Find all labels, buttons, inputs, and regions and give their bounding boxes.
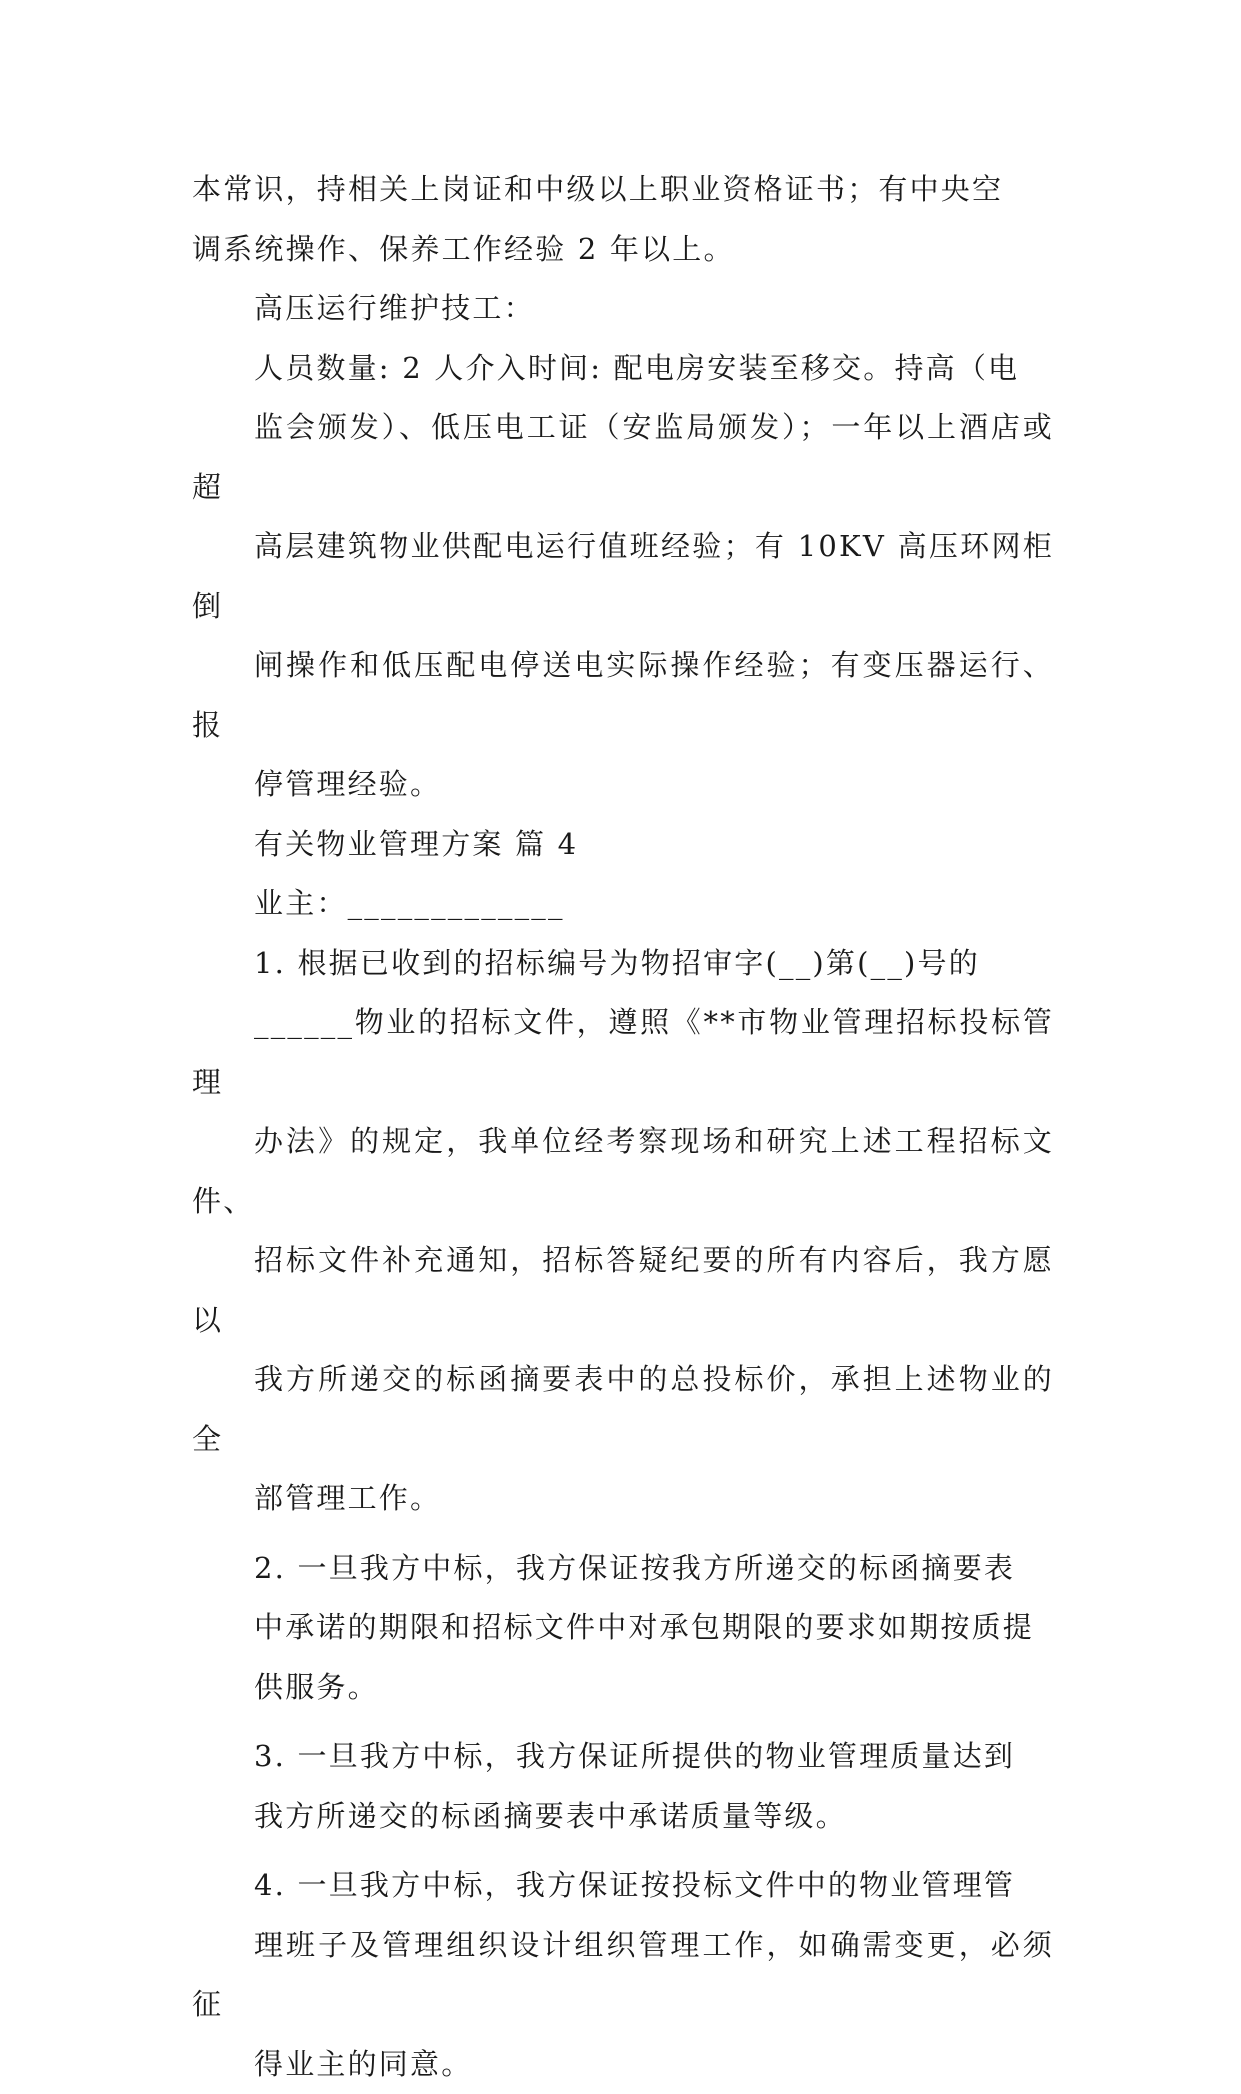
paragraph-hvac-requirements bbox=[192, 160, 1054, 279]
text-line: 高压运行维护技工： bbox=[192, 279, 1054, 339]
section-title bbox=[192, 815, 1054, 875]
text-line: 停管理经验。 bbox=[192, 755, 1054, 815]
document-page bbox=[192, 160, 1054, 2094]
text-line: 得业主的同意。 bbox=[192, 2035, 1054, 2094]
text-line: 业主：_____________ bbox=[192, 874, 1054, 934]
text-line: 2. 一旦我方中标，我方保证按我方所递交的标函摘要表 bbox=[192, 1539, 1054, 1599]
list-item-2 bbox=[192, 1539, 1054, 1718]
owner-line bbox=[192, 874, 1054, 934]
list-item-4 bbox=[192, 1856, 1054, 2094]
text-line: 供服务。 bbox=[192, 1658, 1054, 1718]
text-line: 3. 一旦我方中标，我方保证所提供的物业管理质量达到 bbox=[192, 1727, 1054, 1787]
text-line: 我方所递交的标函摘要表中承诺质量等级。 bbox=[192, 1787, 1054, 1847]
heading-hv-technician bbox=[192, 279, 1054, 339]
text-line: 高层建筑物业供配电运行值班经验；有 10KV 高压环网柜倒 bbox=[192, 517, 1054, 636]
text-line: 闸操作和低压配电停送电实际操作经验；有变压器运行、报 bbox=[192, 636, 1054, 755]
text-line: 招标文件补充通知，招标答疑纪要的所有内容后，我方愿以 bbox=[192, 1231, 1054, 1350]
text-line: 本常识，持相关上岗证和中级以上职业资格证书；有中央空 bbox=[192, 160, 1054, 220]
text-line: 我方所递交的标函摘要表中的总投标价，承担上述物业的全 bbox=[192, 1350, 1054, 1469]
text-line: 4. 一旦我方中标，我方保证按投标文件中的物业管理管 bbox=[192, 1856, 1054, 1916]
text-line: 理班子及管理组织设计组织管理工作，如确需变更，必须征 bbox=[192, 1916, 1054, 2035]
text-line: 部管理工作。 bbox=[192, 1469, 1054, 1529]
text-line: 办法》的规定，我单位经考察现场和研究上述工程招标文件、 bbox=[192, 1112, 1054, 1231]
paragraph-hv-technician-requirements bbox=[192, 339, 1054, 815]
text-line: 监会颁发）、低压电工证（安监局颁发）；一年以上酒店或超 bbox=[192, 398, 1054, 517]
text-line: 中承诺的期限和招标文件中对承包期限的要求如期按质提 bbox=[192, 1598, 1054, 1658]
text-line: 人员数量: 2 人介入时间: 配电房安装至移交。持高（电 bbox=[192, 339, 1054, 399]
text-line: 有关物业管理方案 篇 4 bbox=[192, 815, 1054, 875]
text-line: 调系统操作、保养工作经验 2 年以上。 bbox=[192, 220, 1054, 280]
text-line: 1. 根据已收到的招标编号为物招审字(__)第(__)号的 bbox=[192, 934, 1054, 994]
list-item-3 bbox=[192, 1727, 1054, 1846]
list-item-1 bbox=[192, 934, 1054, 1529]
text-line: ______物业的招标文件，遵照《**市物业管理招标投标管理 bbox=[192, 993, 1054, 1112]
